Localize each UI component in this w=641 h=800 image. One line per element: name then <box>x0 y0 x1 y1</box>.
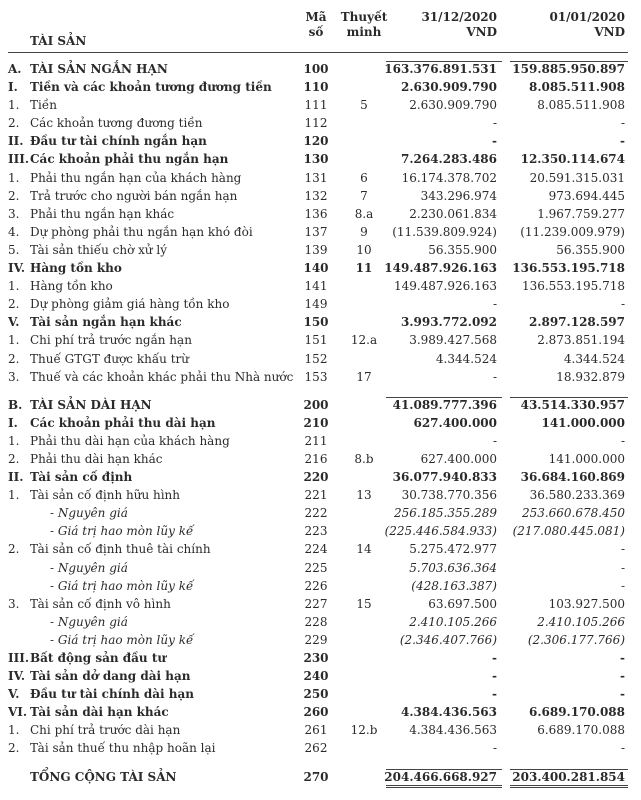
row-note: 7 <box>360 188 368 203</box>
row-number: 3. <box>8 369 20 384</box>
table-row <box>0 468 641 486</box>
column-rule <box>510 61 628 62</box>
total-rule <box>386 785 502 786</box>
row-label: Phải thu dài hạn của khách hàng <box>30 433 230 448</box>
row-code: 226 <box>304 578 328 593</box>
value-2020-01-01: - <box>620 134 625 149</box>
row-label: Phải thu ngắn hạn của khách hàng <box>30 170 242 185</box>
value-2020-01-01: - <box>620 560 625 575</box>
table-row <box>0 703 641 721</box>
row-number: 1. <box>8 98 20 113</box>
value-2020-12-31: 41.089.777.396 <box>392 397 497 412</box>
value-2020-01-01: 973.694.445 <box>548 188 625 203</box>
balance-sheet-table <box>0 60 641 786</box>
header-col1: 31/12/2020 VND <box>421 10 497 39</box>
row-label: Các khoản phải thu dài hạn <box>30 415 216 430</box>
row-label: Chi phí trả trước ngắn hạn <box>30 333 192 348</box>
table-row <box>0 450 641 468</box>
table-row <box>0 114 641 132</box>
table-row <box>0 150 641 168</box>
value-2020-12-31: 2.230.061.834 <box>409 206 497 221</box>
table-row <box>0 350 641 368</box>
row-label: Thuế GTGT được khấu trừ <box>30 351 190 366</box>
row-number: 2. <box>8 297 20 312</box>
value-2020-01-01: (2.306.177.766) <box>527 632 625 647</box>
row-code: 224 <box>304 542 328 557</box>
table-row <box>0 241 641 259</box>
value-2020-12-31: - <box>492 297 497 312</box>
row-code: 270 <box>303 769 329 784</box>
row-number: IV. <box>8 669 26 684</box>
row-number: III. <box>8 651 30 665</box>
table-row <box>0 768 641 786</box>
row-number: 1. <box>8 433 20 448</box>
value-2020-01-01: (217.080.445.081) <box>512 524 625 539</box>
row-code: 227 <box>304 596 328 611</box>
row-number: 1. <box>8 170 20 185</box>
value-2020-12-31: (2.346.407.766) <box>399 632 497 647</box>
value-2020-01-01: 103.927.500 <box>548 596 625 611</box>
row-code: 111 <box>304 98 328 113</box>
value-2020-12-31: 5.703.636.364 <box>409 560 497 575</box>
value-2020-12-31: 204.466.668.927 <box>384 769 497 784</box>
row-code: 141 <box>304 279 328 294</box>
total-rule <box>510 785 628 786</box>
table-row <box>0 259 641 277</box>
table-row <box>0 331 641 349</box>
row-label: Đầu tư tài chính dài hạn <box>30 687 195 702</box>
row-label: Các khoản tương đương tiền <box>30 116 203 131</box>
row-code: 149 <box>304 297 328 312</box>
row-number: 1. <box>8 488 20 503</box>
row-code: 223 <box>304 524 328 539</box>
row-note: 15 <box>356 596 372 611</box>
row-label: - Nguyên giá <box>50 614 128 629</box>
total-rule <box>510 769 628 770</box>
row-number: VI. <box>8 705 28 720</box>
table-header <box>0 0 641 58</box>
value-2020-12-31: 4.384.436.563 <box>409 723 497 738</box>
value-2020-01-01: (11.239.009.979) <box>520 224 625 239</box>
value-2020-01-01: 36.580.233.369 <box>529 488 625 503</box>
value-2020-12-31: 627.400.000 <box>420 451 497 466</box>
row-label: Dự phòng giảm giá hàng tồn kho <box>30 297 230 312</box>
row-code: 220 <box>303 470 329 485</box>
table-row <box>0 613 641 631</box>
table-row <box>0 721 641 739</box>
value-2020-01-01: 1.967.759.277 <box>537 206 625 221</box>
value-2020-01-01: - <box>620 687 625 702</box>
value-2020-12-31: - <box>492 651 497 665</box>
row-label: Các khoản phải thu ngắn hạn <box>30 152 229 167</box>
row-number: 2. <box>8 542 20 557</box>
header-title: TÀI SẢN <box>30 34 87 48</box>
row-code: 221 <box>304 488 328 503</box>
row-code: 210 <box>303 415 329 430</box>
total-rule <box>510 787 628 788</box>
row-code: 151 <box>304 333 328 348</box>
value-2020-12-31: (428.163.387) <box>411 578 497 593</box>
row-number: 2. <box>8 741 20 756</box>
table-row <box>0 504 641 522</box>
row-number: 5. <box>8 242 20 257</box>
value-2020-12-31: 343.296.974 <box>420 188 497 203</box>
value-2020-12-31: - <box>492 741 497 756</box>
row-label: Tài sản dài hạn khác <box>30 705 169 720</box>
row-note: 11 <box>355 261 373 276</box>
total-rule <box>386 769 502 770</box>
row-number: 1. <box>8 723 20 738</box>
header-code-label: Mã số <box>305 10 327 39</box>
row-label: Phải thu dài hạn khác <box>30 451 163 466</box>
value-2020-01-01: 12.350.114.674 <box>520 152 625 167</box>
value-2020-01-01: 18.932.879 <box>556 369 625 384</box>
value-2020-12-31: 627.400.000 <box>413 415 497 430</box>
row-code: 110 <box>303 80 329 95</box>
value-2020-01-01: - <box>620 651 625 665</box>
table-row <box>0 277 641 295</box>
row-note: 9 <box>360 224 368 239</box>
value-2020-01-01: 8.085.511.908 <box>528 80 625 95</box>
value-2020-12-31: 4.384.436.563 <box>400 705 497 720</box>
value-2020-12-31: 149.487.926.163 <box>384 261 497 276</box>
row-note: 10 <box>356 242 372 257</box>
value-2020-01-01: 56.355.900 <box>556 242 625 257</box>
table-row <box>0 132 641 150</box>
value-2020-01-01: 141.000.000 <box>548 451 625 466</box>
row-label: Bất động sản đầu tư <box>30 651 167 665</box>
row-note: 5 <box>360 98 368 113</box>
value-2020-01-01: - <box>620 741 625 756</box>
value-2020-01-01: - <box>620 297 625 312</box>
table-row <box>0 78 641 96</box>
value-2020-12-31: 5.275.472.977 <box>409 542 497 557</box>
value-2020-12-31: - <box>492 116 497 131</box>
row-note: 14 <box>356 542 372 557</box>
value-2020-01-01: 159.885.950.897 <box>512 62 625 76</box>
row-label: Tài sản ngắn hạn khác <box>30 315 182 330</box>
table-row <box>0 739 641 757</box>
row-label: TÀI SẢN DÀI HẠN <box>30 397 152 412</box>
row-label: Tài sản thiếu chờ xử lý <box>30 242 168 257</box>
row-number: II. <box>8 470 24 485</box>
value-2020-12-31: - <box>492 669 497 684</box>
value-2020-12-31: (225.446.584.933) <box>384 524 497 539</box>
row-label: Tài sản cố định hữu hình <box>30 488 181 503</box>
row-label: Tài sản cố định <box>30 470 133 485</box>
value-2020-01-01: - <box>620 116 625 131</box>
row-number: 1. <box>8 333 20 348</box>
row-code: 240 <box>303 669 329 684</box>
row-label: - Nguyên giá <box>50 506 128 521</box>
value-2020-12-31: 3.989.427.568 <box>409 333 497 348</box>
value-2020-12-31: - <box>492 369 497 384</box>
value-2020-01-01: 253.660.678.450 <box>521 506 625 521</box>
value-2020-12-31: 36.077.940.833 <box>392 470 497 485</box>
value-2020-01-01: - <box>620 669 625 684</box>
row-number: 1. <box>8 279 20 294</box>
value-2020-12-31: 2.630.909.790 <box>400 80 497 95</box>
value-2020-12-31: - <box>492 433 497 448</box>
row-label: Thuế và các khoản khác phải thu Nhà nước <box>30 369 294 384</box>
value-2020-12-31: 56.355.900 <box>428 242 497 257</box>
row-code: 130 <box>303 152 329 167</box>
value-2020-01-01: 2.410.105.266 <box>537 614 625 629</box>
table-row <box>0 414 641 432</box>
table-row <box>0 432 641 450</box>
row-label: Tiền và các khoản tương đương tiền <box>30 80 272 95</box>
row-label: - Nguyên giá <box>50 560 128 575</box>
row-code: 140 <box>303 261 329 276</box>
table-row <box>0 223 641 241</box>
row-code: 120 <box>303 134 329 149</box>
row-note: 13 <box>356 488 372 503</box>
row-label: Tiền <box>30 98 57 113</box>
value-2020-12-31: 2.410.105.266 <box>409 614 497 629</box>
table-row <box>0 631 641 649</box>
value-2020-12-31: 149.487.926.163 <box>393 279 497 294</box>
table-row <box>0 649 641 667</box>
value-2020-12-31: (11.539.809.924) <box>392 224 497 239</box>
value-2020-01-01: 36.684.160.869 <box>520 470 625 485</box>
row-code: 262 <box>304 741 328 756</box>
table-row <box>0 685 641 703</box>
value-2020-01-01: 6.689.170.088 <box>537 723 625 738</box>
table-row <box>0 313 641 331</box>
value-2020-01-01: 20.591.315.031 <box>529 170 625 185</box>
row-code: 222 <box>304 506 328 521</box>
row-code: 132 <box>304 188 328 203</box>
row-code: 131 <box>304 170 328 185</box>
total-rule <box>386 787 502 788</box>
row-note: 12.a <box>350 333 378 348</box>
table-row <box>0 486 641 504</box>
row-number: V. <box>8 687 20 702</box>
value-2020-12-31: - <box>492 687 497 702</box>
value-2020-01-01: 8.085.511.908 <box>537 98 625 113</box>
row-label: Phải thu ngắn hạn khác <box>30 206 175 221</box>
table-row <box>0 205 641 223</box>
value-2020-12-31: 4.344.524 <box>435 351 497 366</box>
row-code: 250 <box>303 687 329 702</box>
row-note: 8.a <box>354 206 374 221</box>
row-label: Dự phòng phải thu ngắn hạn khó đòi <box>30 224 253 239</box>
row-label: Trả trước cho người bán ngắn hạn <box>30 188 238 203</box>
row-label: TÀI SẢN NGẮN HẠN <box>30 62 168 76</box>
header-rule <box>8 52 628 53</box>
row-label: Chi phí trả trước dài hạn <box>30 723 181 738</box>
header-col2: 01/01/2020 VND <box>549 10 625 39</box>
table-row <box>0 60 641 78</box>
row-note: 12.b <box>350 723 378 738</box>
column-rule <box>386 61 502 62</box>
table-row <box>0 295 641 313</box>
row-number: II. <box>8 134 24 149</box>
value-2020-12-31: 256.185.355.289 <box>393 506 497 521</box>
row-number: IV. <box>8 261 26 276</box>
value-2020-01-01: - <box>620 542 625 557</box>
value-2020-01-01: 6.689.170.088 <box>528 705 625 720</box>
column-rule <box>386 397 502 398</box>
row-label: Tài sản cố định vô hình <box>30 596 171 611</box>
row-number: B. <box>8 397 23 412</box>
row-note: 6 <box>360 170 368 185</box>
table-row <box>0 522 641 540</box>
row-code: 260 <box>303 705 329 720</box>
table-row <box>0 540 641 558</box>
value-2020-12-31: 16.174.378.702 <box>401 170 497 185</box>
row-code: 136 <box>304 206 328 221</box>
header-note-label: Thuyết minh <box>340 10 388 39</box>
row-label: - Giá trị hao mòn lũy kế <box>50 632 194 647</box>
row-number: III. <box>8 152 30 167</box>
value-2020-01-01: 43.514.330.957 <box>520 397 625 412</box>
value-2020-12-31: 163.376.891.531 <box>384 62 497 76</box>
table-row <box>0 96 641 114</box>
row-number: 3. <box>8 206 20 221</box>
table-row <box>0 667 641 685</box>
row-number: 2. <box>8 188 20 203</box>
spacer-row <box>0 758 641 768</box>
row-label: Hàng tồn kho <box>30 279 113 294</box>
row-code: 216 <box>304 451 328 466</box>
row-code: 200 <box>303 397 329 412</box>
row-label: Tài sản thuế thu nhập hoãn lại <box>30 741 216 756</box>
row-code: 229 <box>304 632 328 647</box>
value-2020-12-31: 7.264.283.486 <box>400 152 497 167</box>
row-label: Tài sản cố định thuê tài chính <box>30 542 211 557</box>
table-row <box>0 559 641 577</box>
row-number: I. <box>8 415 18 430</box>
value-2020-01-01: 136.553.195.718 <box>512 261 625 276</box>
value-2020-12-31: 63.697.500 <box>428 596 497 611</box>
row-label: TỔNG CỘNG TÀI SẢN <box>30 769 177 784</box>
row-code: 228 <box>304 614 328 629</box>
row-code: 139 <box>304 242 328 257</box>
value-2020-01-01: 4.344.524 <box>563 351 625 366</box>
table-row <box>0 595 641 613</box>
row-code: 100 <box>303 62 329 76</box>
row-number: 2. <box>8 351 20 366</box>
value-2020-01-01: 2.897.128.597 <box>528 315 625 330</box>
table-row <box>0 187 641 205</box>
row-number: 4. <box>8 224 20 239</box>
row-code: 225 <box>304 560 328 575</box>
row-code: 211 <box>304 433 328 448</box>
value-2020-01-01: - <box>620 433 625 448</box>
row-number: A. <box>8 62 22 76</box>
row-label: Hàng tồn kho <box>30 261 122 276</box>
value-2020-01-01: 136.553.195.718 <box>521 279 625 294</box>
row-label: - Giá trị hao mòn lũy kế <box>50 578 194 593</box>
row-label: Đầu tư tài chính ngắn hạn <box>30 134 207 149</box>
value-2020-01-01: 141.000.000 <box>541 415 625 430</box>
row-number: 3. <box>8 596 20 611</box>
row-note: 17 <box>356 369 372 384</box>
value-2020-12-31: 2.630.909.790 <box>409 98 497 113</box>
row-number: V. <box>8 315 20 330</box>
row-code: 152 <box>304 351 328 366</box>
row-note: 8.b <box>354 451 374 466</box>
value-2020-01-01: - <box>620 578 625 593</box>
column-rule <box>510 397 628 398</box>
row-code: 137 <box>304 224 328 239</box>
row-code: 112 <box>304 116 328 131</box>
value-2020-12-31: - <box>492 134 497 149</box>
table-row <box>0 368 641 386</box>
spacer-row <box>0 386 641 396</box>
row-code: 261 <box>304 723 328 738</box>
row-label: - Giá trị hao mòn lũy kế <box>50 524 194 539</box>
row-label: Tài sản dở dang dài hạn <box>30 669 191 684</box>
row-number: 2. <box>8 116 20 131</box>
table-row <box>0 169 641 187</box>
row-code: 230 <box>303 651 329 665</box>
row-number: I. <box>8 80 18 95</box>
row-code: 153 <box>304 369 328 384</box>
table-row <box>0 396 641 414</box>
row-code: 150 <box>303 315 329 330</box>
value-2020-12-31: 3.993.772.092 <box>400 315 497 330</box>
value-2020-01-01: 2.873.851.194 <box>537 333 625 348</box>
table-row <box>0 577 641 595</box>
row-number: 2. <box>8 451 20 466</box>
value-2020-12-31: 30.738.770.356 <box>401 488 497 503</box>
value-2020-01-01: 203.400.281.854 <box>512 769 625 784</box>
